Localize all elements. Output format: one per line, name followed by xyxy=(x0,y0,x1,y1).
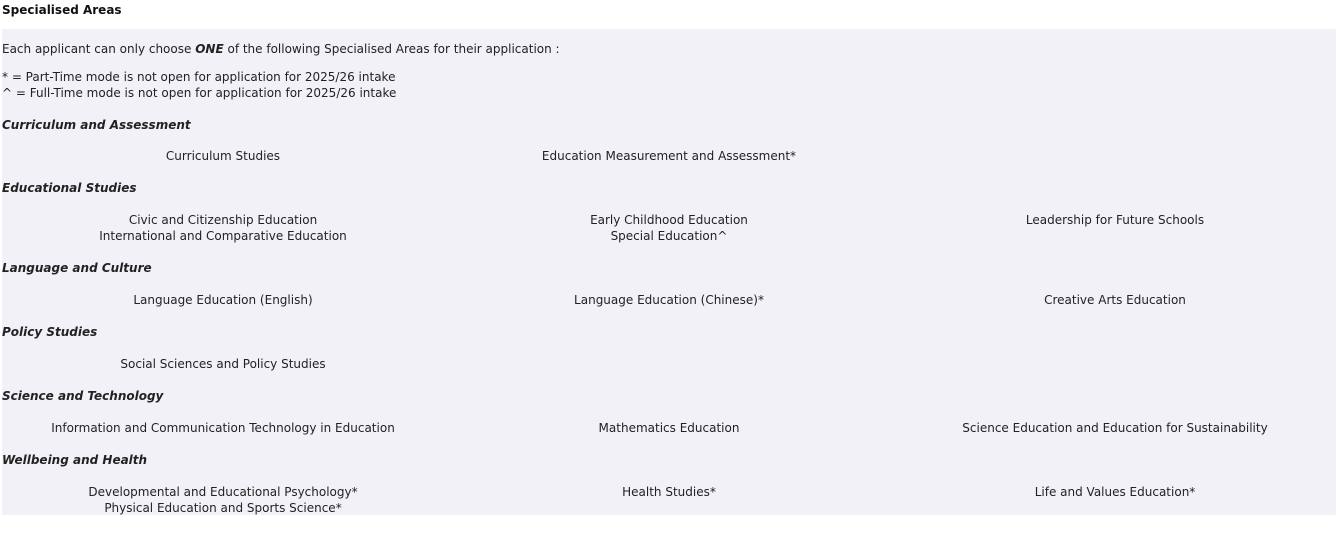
area-item: Life and Values Education* xyxy=(1034,485,1196,499)
area-column xyxy=(892,292,1338,308)
area-item: Curriculum Studies xyxy=(165,149,281,163)
category-curriculum-and-assessment: Curriculum and Assessment xyxy=(2,118,191,132)
category-row-curriculum-and-assessment xyxy=(0,148,1338,164)
intro-before: Each applicant can only choose xyxy=(2,42,196,56)
area-column xyxy=(0,356,446,372)
area-column xyxy=(446,484,892,516)
area-item: Social Sciences and Policy Studies xyxy=(120,357,326,371)
area-item: Civic and Citizenship Education xyxy=(128,213,318,227)
area-column xyxy=(446,420,892,436)
intro-emphasis: ONE xyxy=(195,42,224,56)
area-item: Language Education (English) xyxy=(133,293,313,307)
area-column xyxy=(446,356,892,372)
full-time-note: ^ = Full-Time mode is not open for application for 2025/26 intake xyxy=(2,86,397,100)
category-language-and-culture: Language and Culture xyxy=(2,261,152,275)
area-item: Special Education^ xyxy=(610,229,728,243)
page-title: Specialised Areas xyxy=(2,3,122,17)
area-item: International and Comparative Education xyxy=(99,229,347,243)
area-column xyxy=(892,420,1338,436)
area-column xyxy=(0,484,446,516)
area-item: Early Childhood Education xyxy=(590,213,748,227)
category-wellbeing-and-health: Wellbeing and Health xyxy=(2,453,148,467)
area-item: Leadership for Future Schools xyxy=(1025,213,1205,227)
category-science-and-technology: Science and Technology xyxy=(2,389,164,403)
area-column xyxy=(446,148,892,164)
area-item: Education Measurement and Assessment* xyxy=(541,149,797,163)
area-item: Information and Communication Technology in Education xyxy=(51,421,395,435)
area-item: Health Studies* xyxy=(622,485,716,499)
area-column xyxy=(892,484,1338,516)
area-column xyxy=(892,212,1338,244)
area-item: Developmental and Educational Psychology* xyxy=(88,485,358,499)
area-column xyxy=(0,420,446,436)
area-column xyxy=(0,148,446,164)
intro-after: of the following Specialised Areas for their application : xyxy=(223,42,560,56)
part-time-note: * = Part-Time mode is not open for application for 2025/26 intake xyxy=(2,70,396,84)
category-row-policy-studies xyxy=(0,356,1338,372)
area-column xyxy=(892,356,1338,372)
area-column xyxy=(892,148,1338,164)
area-item: Mathematics Education xyxy=(598,421,740,435)
category-educational-studies: Educational Studies xyxy=(2,181,137,195)
area-column xyxy=(0,212,446,244)
category-row-language-and-culture xyxy=(0,292,1338,308)
area-column xyxy=(446,212,892,244)
category-row-science-and-technology xyxy=(0,420,1338,436)
area-item: Language Education (Chinese)* xyxy=(574,293,764,307)
category-policy-studies: Policy Studies xyxy=(2,325,98,339)
area-column xyxy=(446,292,892,308)
area-item: Creative Arts Education xyxy=(1044,293,1186,307)
category-row-wellbeing-and-health xyxy=(0,484,1338,516)
category-row-educational-studies xyxy=(0,212,1338,244)
area-item: Science Education and Education for Sustainability xyxy=(962,421,1268,435)
specialised-areas-panel xyxy=(2,29,1336,515)
area-column xyxy=(0,292,446,308)
area-item: Physical Education and Sports Science* xyxy=(104,501,342,515)
intro-text xyxy=(2,41,560,57)
